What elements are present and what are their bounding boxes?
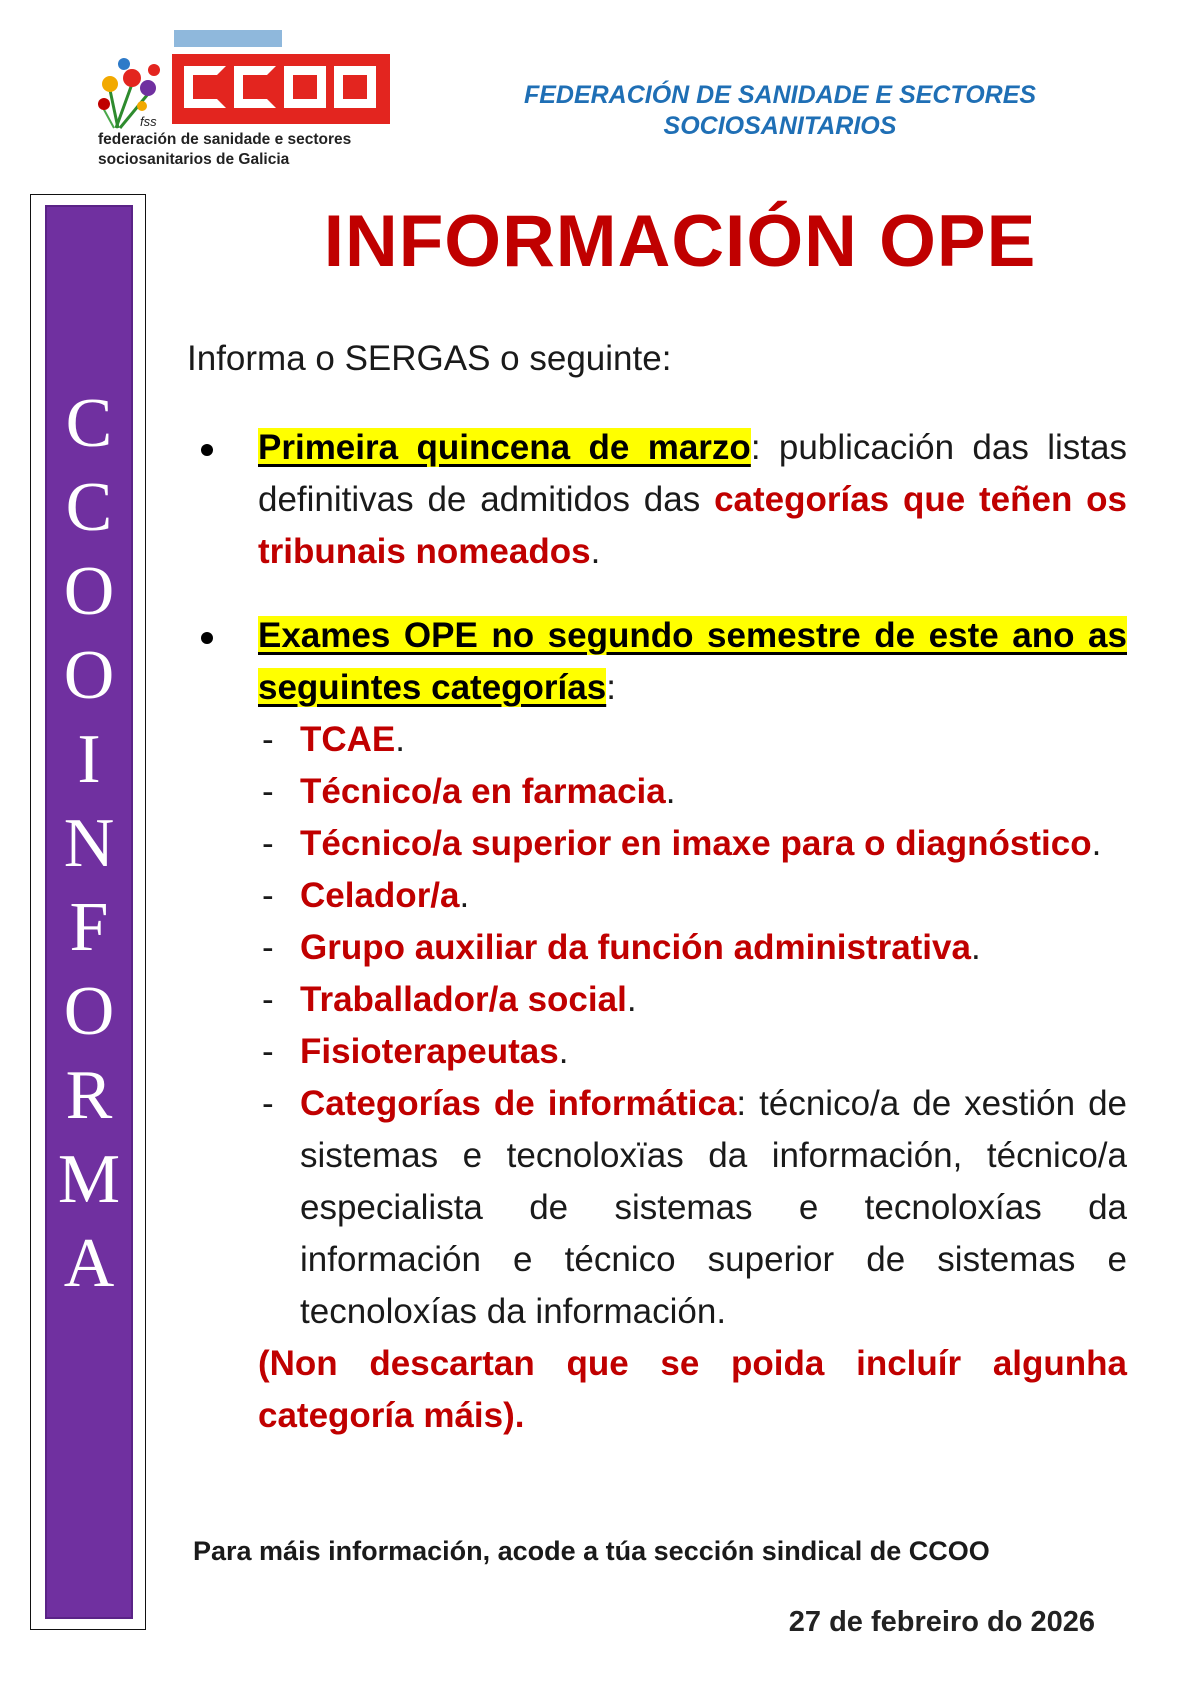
category-item	[258, 1026, 1127, 1078]
note-text: (Non descartan que se poida incluír algunha categoría máis).	[258, 1344, 1127, 1435]
category-name: Técnico/a en farmacia	[300, 772, 666, 811]
highlight-date: Primeira quincena de marzo	[258, 428, 751, 467]
dash-marker: -	[262, 1032, 274, 1071]
dash-marker: -	[262, 928, 274, 967]
bullet2-end: :	[606, 668, 616, 707]
sidebar-banner	[45, 205, 133, 1619]
sidebar-ccoo-informa	[47, 382, 131, 1306]
sidebar-letter: R	[65, 1057, 113, 1134]
bullet-dot	[201, 632, 213, 644]
category-item	[258, 922, 1127, 974]
category-rest: .	[626, 980, 637, 1019]
logo-caption-line1: federación de sanidade e sectores	[98, 131, 352, 148]
logo-letter-o	[284, 66, 326, 108]
category-item	[258, 1078, 1127, 1338]
sidebar-letter: I	[77, 721, 101, 798]
bullet1-end: .	[590, 532, 601, 571]
logo-letter-c	[234, 66, 276, 108]
document-date: 27 de febreiro do 2026	[788, 1606, 1095, 1638]
category-rest: .	[665, 772, 676, 811]
dash-marker: -	[262, 1084, 274, 1123]
sidebar-letter: N	[63, 805, 115, 882]
dash-marker: -	[262, 824, 274, 863]
dash-marker: -	[262, 772, 274, 811]
category-name: Celador/a	[300, 876, 460, 915]
logo-caption-line2: sociosanitarios de Galicia	[98, 151, 290, 168]
bullet1-text: : publicación das listas definitivas de admitidos das	[258, 428, 1127, 519]
category-rest: .	[1091, 824, 1102, 863]
category-rest: .	[459, 876, 470, 915]
sidebar-letter: C	[65, 469, 113, 546]
ccoo-logo	[92, 30, 412, 170]
bullet-list	[195, 422, 1127, 1442]
footer-text: Para máis información, acode a túa sección sindical de CCOO	[193, 1536, 990, 1566]
sidebar-frame	[30, 194, 146, 1630]
category-rest: .	[558, 1032, 569, 1071]
category-rest: .	[395, 720, 406, 759]
page-title: INFORMACIÓN OPE	[323, 201, 1037, 282]
highlight-exams: Exames OPE no segundo semestre de este ano as seguintes categorías	[258, 616, 1127, 707]
svg-text:fss: fss	[140, 114, 157, 129]
sidebar-letter: O	[63, 637, 115, 714]
logo-letter-o	[334, 66, 376, 108]
federation-line2: SOCIOSANITARIOS	[663, 112, 897, 140]
sidebar-letter: M	[57, 1141, 121, 1218]
dash-marker: -	[262, 876, 274, 915]
bullet1-red: categorías que teñen os tribunais nomeados	[258, 480, 1128, 571]
dash-marker: -	[262, 720, 274, 759]
category-name: TCAE	[300, 720, 396, 759]
logo-caption	[98, 130, 351, 170]
category-name: Grupo auxiliar da función administrativa	[300, 928, 971, 967]
bullet-dot	[201, 444, 213, 456]
logo-letter-c	[184, 66, 226, 108]
flowers-icon	[96, 54, 168, 130]
dash-marker: -	[262, 980, 274, 1019]
category-item	[258, 974, 1127, 1026]
sidebar-letter: O	[63, 973, 115, 1050]
category-item	[258, 766, 1127, 818]
category-rest: : técnico/a de xestión de sistemas e tecnoloxïas da información, técnico/a especialista de sistemas e tecnoloxías da información e técnico superior de sistemas e tecnoloxías da información.	[300, 1084, 1127, 1331]
category-name: Traballador/a social	[300, 980, 627, 1019]
category-name: Fisioterapeutas	[300, 1032, 559, 1071]
logo-top-bar	[174, 30, 282, 47]
category-item	[258, 870, 1127, 922]
bullet-item-exams	[195, 610, 1127, 1338]
category-name: Categorías de informática	[300, 1084, 737, 1123]
federation-heading	[470, 80, 1090, 142]
federation-line1: FEDERACIÓN DE SANIDADE E SECTORES	[523, 81, 1037, 109]
category-list	[258, 714, 1127, 1338]
category-rest: .	[970, 928, 981, 967]
sidebar-letter: F	[69, 889, 109, 966]
ccoo-brand-block	[172, 54, 390, 124]
sidebar-letter: A	[63, 1225, 115, 1302]
sidebar-letter: O	[63, 553, 115, 630]
category-item	[258, 714, 1127, 766]
bullet-item-dates	[195, 422, 1127, 578]
category-item	[258, 818, 1127, 870]
category-name: Técnico/a superior en imaxe para o diagnóstico	[300, 824, 1092, 863]
intro-text: Informa o SERGAS o seguinte:	[187, 339, 672, 378]
sidebar-letter: C	[65, 385, 113, 462]
